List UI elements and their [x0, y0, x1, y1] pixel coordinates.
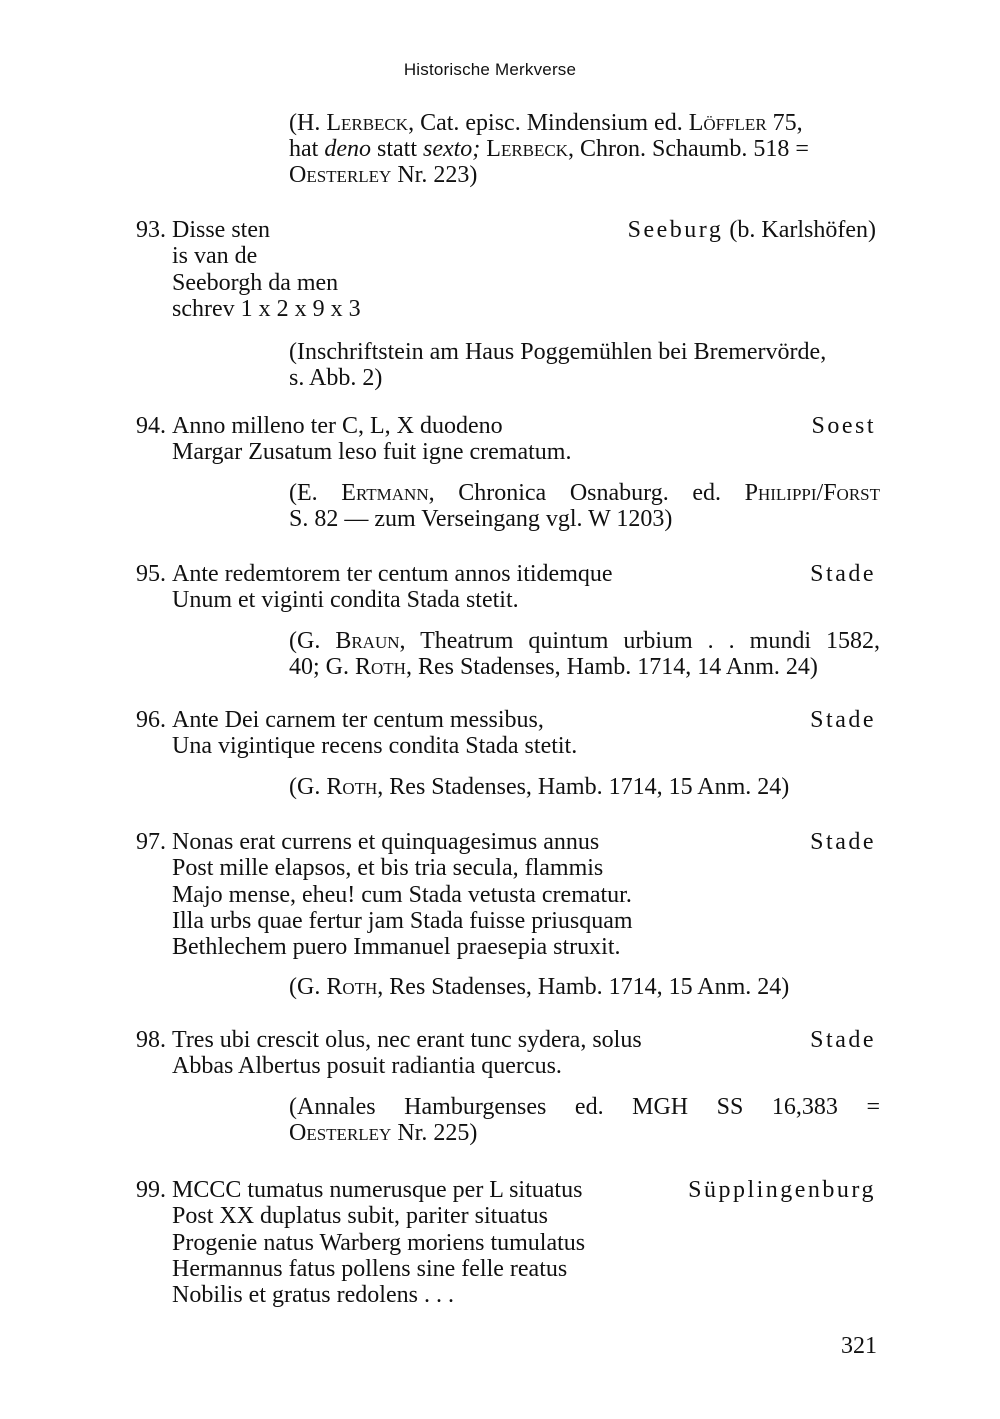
verse-line: Abbas Albertus posuit radiantia quercus.: [172, 1053, 562, 1080]
source-reference: (E. Ertmann, Chronica Osnaburg. ed. Philippi/Forst S. 82 — zum Verseingang vgl. W 1203): [289, 479, 880, 532]
place-name: Süpplingenburg: [688, 1177, 876, 1203]
author-name: Roth: [326, 773, 378, 800]
source-reference: (Annales Hamburgenses ed. MGH SS 16,383 = Oesterley Nr. 225): [289, 1093, 880, 1146]
source-reference: (G. Roth, Res Stadenses, Hamb. 1714, 15 Anm. 24): [289, 773, 790, 800]
author-name: Lerbeck: [326, 110, 409, 136]
entry-number: 93.: [136, 217, 166, 243]
verse-line: schrev 1 x 2 x 9 x 3: [172, 295, 361, 322]
verse-line: 94. Anno milleno ter C, L, X duodeno Soest: [120, 413, 880, 439]
author-name: Oesterley: [289, 1119, 392, 1146]
verse-line: 96. Ante Dei carnem ter centum messibus, Stade: [120, 707, 880, 733]
reference-line: hat deno statt sexto; Lerbeck, Chron. Schaumb. 518 =: [289, 136, 809, 162]
verse-line: Bethlechem puero Immanuel praesepia struxit.: [172, 934, 621, 961]
verse-entry-97: [120, 829, 880, 1000]
place-name: Stade: [810, 829, 876, 855]
verse-line: Margar Zusatum leso fuit igne crematum.: [172, 439, 572, 466]
entry-number: 94.: [136, 413, 166, 439]
source-reference: (Inschriftstein am Haus Poggemühlen bei Bremervörde, s. Abb. 2): [289, 339, 827, 392]
reference-line: (H. Lerbeck, Cat. episc. Mindensium ed. Löffler 75,: [289, 110, 803, 136]
verse-line: Unum et viginti condita Stada stetit.: [172, 587, 519, 614]
page-number: 321: [841, 1333, 877, 1359]
verse-line: 95. Ante redemtorem ter centum annos itidemque Stade: [120, 561, 880, 587]
place-name: Soest: [811, 413, 876, 439]
place-name: Stade: [810, 1027, 876, 1053]
verse-entry-93: [120, 217, 880, 391]
verse-line: 98. Tres ubi crescit olus, nec erant tunc sydera, solus Stade: [120, 1027, 880, 1053]
verse-line: Seeborgh da men: [172, 269, 339, 296]
author-name: Oesterley: [289, 162, 392, 188]
verse-line: Progenie natus Warberg moriens tumulatus: [172, 1229, 586, 1256]
verse-line: is van de: [172, 243, 258, 270]
source-reference: (G. Roth, Res Stadenses, Hamb. 1714, 15 Anm. 24): [289, 974, 790, 1001]
verse-entry-98: [120, 1027, 880, 1146]
author-name: Löffler: [688, 110, 767, 136]
author-name: Philippi/Forst: [744, 479, 880, 506]
verse-line: 93. Disse sten Seeburg (b. Karlshöfen): [120, 217, 880, 243]
verse-line: 97. Nonas erat currens et quinquagesimus annus Stade: [120, 829, 880, 855]
entry-number: 97.: [136, 829, 166, 855]
place-name: Seeburg (b. Karlshöfen): [627, 217, 876, 243]
verse-entry-96: [120, 707, 880, 800]
verse-line: Una vigintique recens condita Stada stetit.: [172, 733, 578, 760]
author-name: Roth: [326, 974, 378, 1001]
entry-number: 95.: [136, 561, 166, 587]
verse-line: Nobilis et gratus redolens . . .: [172, 1282, 454, 1309]
source-reference: (G. Braun, Theatrum quintum urbium . . mundi 1582, 40; G. Roth, Res Stadenses, Hamb. 1714, 14 Anm. 24): [289, 627, 881, 680]
running-header: Historische Merkverse: [403, 60, 577, 79]
entry-number: 99.: [136, 1177, 166, 1203]
verse-line: Majo mense, eheu! cum Stada vetusta crematur.: [172, 881, 632, 908]
reference-line: Oesterley Nr. 223): [289, 162, 478, 188]
verse-line: Illa urbs quae fertur jam Stada fuisse priusquam: [172, 907, 633, 934]
place-name: Stade: [810, 707, 876, 733]
verse-entry-95: [120, 561, 880, 680]
verse-line: Hermannus fatus pollens sine felle reatus: [172, 1255, 568, 1282]
author-name: Roth: [355, 653, 406, 680]
verse-entry-94: [120, 413, 880, 532]
author-name: Lerbeck: [486, 136, 569, 162]
entry-number: 98.: [136, 1027, 166, 1053]
author-name: Ertmann: [341, 479, 429, 506]
verse-line: 99. MCCC tumatus numerusque per L situatus Süpplingenburg: [120, 1177, 880, 1203]
top-reference: [120, 110, 880, 188]
verse-line: Post mille elapsos, et bis tria secula, flammis: [172, 855, 604, 882]
place-name: Stade: [810, 561, 876, 587]
verse-line: Post XX duplatus subit, pariter situatus: [172, 1203, 548, 1230]
author-name: Braun: [335, 627, 400, 654]
entry-number: 96.: [136, 707, 166, 733]
verse-entry-99: [120, 1177, 880, 1308]
